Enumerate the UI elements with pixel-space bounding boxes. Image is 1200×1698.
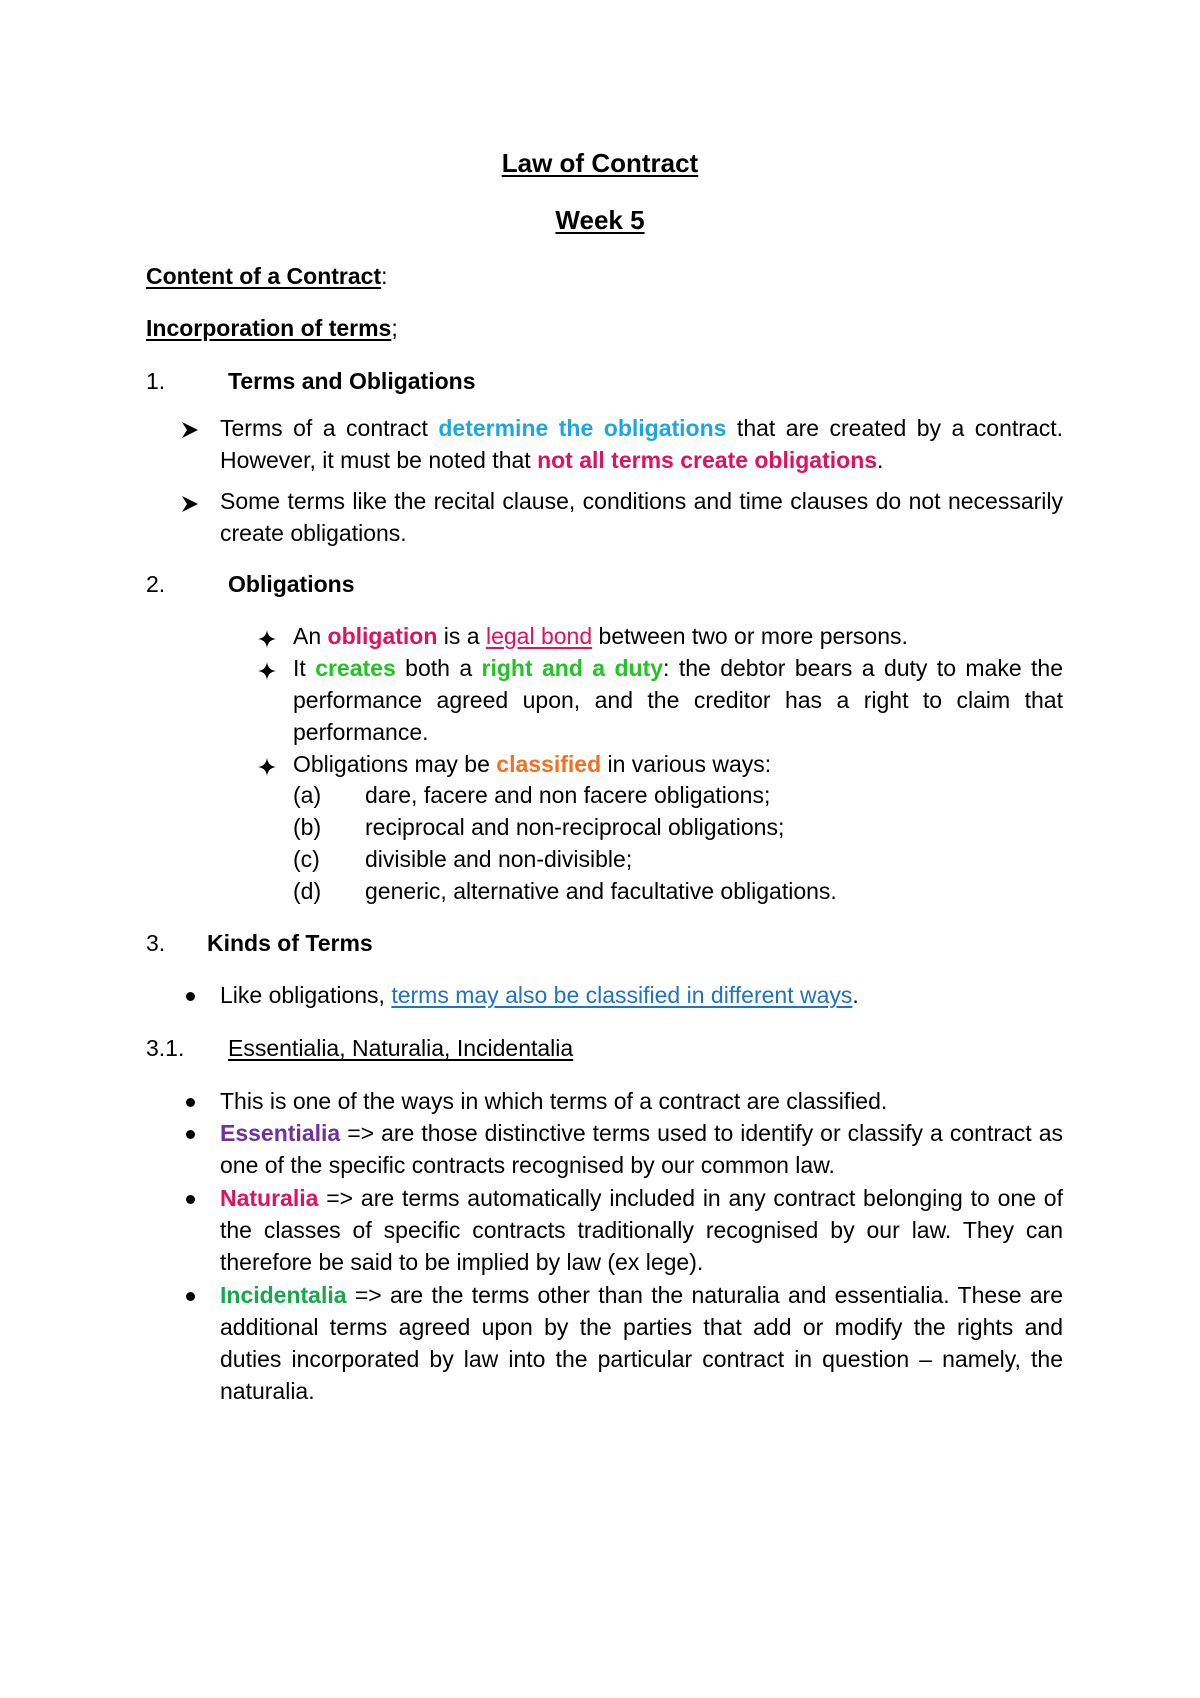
bullet-dot-icon <box>186 1195 195 1204</box>
section-1-heading: Terms and Obligations <box>228 368 476 394</box>
section-3-1-bullet-2: Essentialia => are those distinctive terms used to identify or classify a contract as one of the specific contracts recognised by our common law. <box>220 1120 1063 1178</box>
diamond-bullet-icon <box>258 755 276 782</box>
section-3-1-number: 3.1. <box>146 1035 185 1061</box>
list-item-mark: (b) <box>293 814 322 840</box>
bullet-dot-icon <box>186 1292 195 1301</box>
list-item-mark: (a) <box>293 782 322 808</box>
section-3-bullet-1: Like obligations, terms may also be classified in different ways. <box>220 982 859 1008</box>
diamond-bullet-icon <box>258 659 276 686</box>
section-3-1-heading: Essentialia, Naturalia, Incidentalia <box>228 1035 574 1061</box>
section-1-bullet-1: Terms of a contract determine the obligations that are created by a contract. However, it must be noted that not all terms create obligations. <box>220 415 1063 473</box>
section-2-bullet-2: It creates both a right and a duty: the debtor bears a duty to make the performance agreed upon, and the creditor has a right to claim that performance. <box>293 655 1064 745</box>
list-item-mark: (d) <box>293 878 322 904</box>
diamond-bullet-icon <box>258 627 276 654</box>
section-2-bullet-3: Obligations may be classified in various ways: <box>293 751 772 777</box>
document-title: Law of Contract <box>501 148 699 178</box>
section-2-bullet-1: An obligation is a legal bond between two or more persons. <box>293 623 908 649</box>
bullet-dot-icon <box>186 992 195 1001</box>
section-1-number: 1. <box>146 368 166 394</box>
list-item-mark: (c) <box>293 846 320 872</box>
list-item: generic, alternative and facultative obligations. <box>365 878 837 904</box>
section-3-heading: Kinds of Terms <box>207 930 373 956</box>
week-heading: Week 5 <box>555 205 645 235</box>
arrow-bullet-icon <box>181 492 199 519</box>
section-3-number: 3. <box>146 930 166 956</box>
section-3-1-bullet-1: This is one of the ways in which terms of a contract are classified. <box>220 1088 888 1114</box>
list-item: reciprocal and non-reciprocal obligations; <box>365 814 785 840</box>
content-heading: Content of a Contract: <box>146 263 388 289</box>
arrow-bullet-icon <box>181 418 199 445</box>
section-1-bullet-2: Some terms like the recital clause, conditions and time clauses do not necessarily create obligations. <box>220 488 1063 546</box>
list-item: divisible and non-divisible; <box>365 846 633 872</box>
section-2-heading: Obligations <box>228 571 355 597</box>
classified-terms-link[interactable]: terms may also be classified in different ways <box>391 982 853 1008</box>
section-3-1-bullet-3: Naturalia => are terms automatically included in any contract belonging to one of the classes of specific contracts traditionally recognised by our law. They can therefore be said to be implied by law (ex lege). <box>220 1185 1063 1275</box>
incorporation-heading: Incorporation of terms; <box>146 315 398 341</box>
section-2-number: 2. <box>146 571 166 597</box>
bullet-dot-icon <box>186 1130 195 1139</box>
list-item: dare, facere and non facere obligations; <box>365 782 771 808</box>
section-3-1-bullet-4: Incidentalia => are the terms other than the naturalia and essentialia. These are additional terms agreed upon by the parties that add or modify the rights and duties incorporated by law into the particular contract in question – namely, the naturalia. <box>220 1282 1063 1404</box>
bullet-dot-icon <box>186 1098 195 1107</box>
